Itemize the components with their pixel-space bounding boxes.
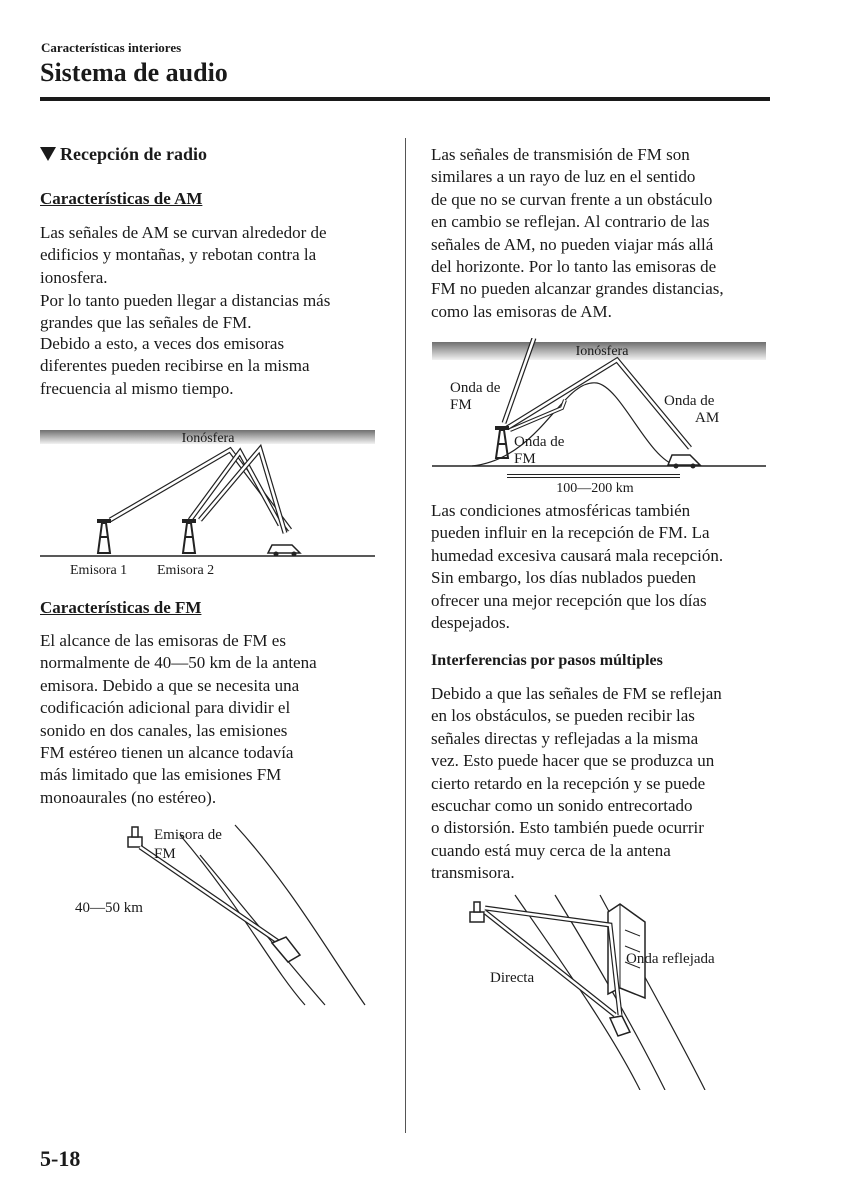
fm-station-label-line1: Emisora de [154,827,222,843]
column-divider [405,138,406,1133]
am-paragraph-1: Las señales de AM se curvan alrededor de edificios y montañas, y rebotan contra la ionosfera. [40,223,327,287]
road-edge [235,825,365,1005]
breadcrumb: Características interiores [41,40,182,55]
antenna-icon [128,827,142,847]
station-2-label: Emisora 2 [157,563,215,578]
fm-wave-2-label-line2: FM [514,451,536,467]
fm-wave-2-label-line1: Onda de [514,434,565,450]
atmospheric-paragraph: Las condiciones atmosféricas también pueden influir en la recepción de FM. La humedad excesiva causará mala recepción. Sin embargo, los días nublados pueden ofrecer una mejor recepción que los días despejados. [431,501,724,633]
fm-wave-label-line2: FM [450,397,472,413]
section-title-text: Recepción de radio [60,144,207,164]
fm-continued-paragraph: Las señales de transmisión de FM son similares a un rayo de luz en el sentido de que no se curvan frente a un obstáculo en cambio se reflejan. Al contrario de las señales de AM, no pueden viajar más allá del horizonte. Por lo tanto las emisoras de FM no pueden alcanzar grandes distancias, como las emisoras de AM. [431,145,724,321]
title-rule [40,97,770,101]
fm-paragraph: El alcance de las emisoras de FM es normalmente de 40—50 km de la antena emisora. Debido a que se necesita una codificación adicional para dividir el sonido en dos canales, las emisiones FM estéreo tienen un alcance todavía más limitado que las emisiones FM monoaurales (no estéreo). [40,631,317,807]
antenna-icon [470,902,484,922]
am-paragraph-2: Por lo tanto pueden llegar a distancias más grandes que las señales de FM. [40,291,331,333]
fm-range-diagram [60,815,380,1010]
am-wave-label-line2: AM [695,410,720,426]
station-1-label: Emisora 1 [70,563,128,578]
fm-wave-label-line1: Onda de [450,380,501,396]
range-distance-label: 40—50 km [75,900,143,916]
fm-station-label-line2: FM [154,846,176,862]
car-icon [272,937,300,962]
am-diagram [40,425,380,585]
multipath-heading: Interferencias por pasos múltiples [431,652,663,669]
multipath-diagram [460,890,770,1090]
tower-icon [495,426,509,458]
ionosphere-label: Ionósfera [575,344,629,359]
car-icon [268,545,300,557]
ionosphere-label: Ionósfera [181,431,235,446]
multipath-paragraph: Debido a que las señales de FM se reflejan en los obstáculos, se pueden recibir las señales directas y reflejadas a la misma vez. Esto puede hacer que se produzca un cierto retardo en la recepción y se puede escuchar como un sonido entrecortado o distorsión. Esto también puede ocurrir cuando está muy cerca de la antena transmisora. [431,684,722,883]
fm-heading: Características de FM [40,598,202,617]
am-wave-label-line1: Onda de [664,393,715,409]
fm-horizon-diagram [432,338,772,498]
am-heading: Características de AM [40,189,203,208]
direct-wave-label: Directa [490,970,535,986]
page-title: Sistema de audio [40,58,228,87]
reflected-wave-label: Onda reflejada [626,951,715,967]
distance-label: 100—200 km [556,481,634,496]
triangle-bullet-icon [40,147,56,161]
tower-icon [97,519,111,553]
page-number: 5-18 [40,1146,81,1171]
am-paragraph-3: Debido a esto, a veces dos emisoras diferentes pueden recibirse en la misma frecuencia al mismo tiempo. [40,334,310,398]
section-title [40,144,207,165]
tower-icon [182,519,196,553]
